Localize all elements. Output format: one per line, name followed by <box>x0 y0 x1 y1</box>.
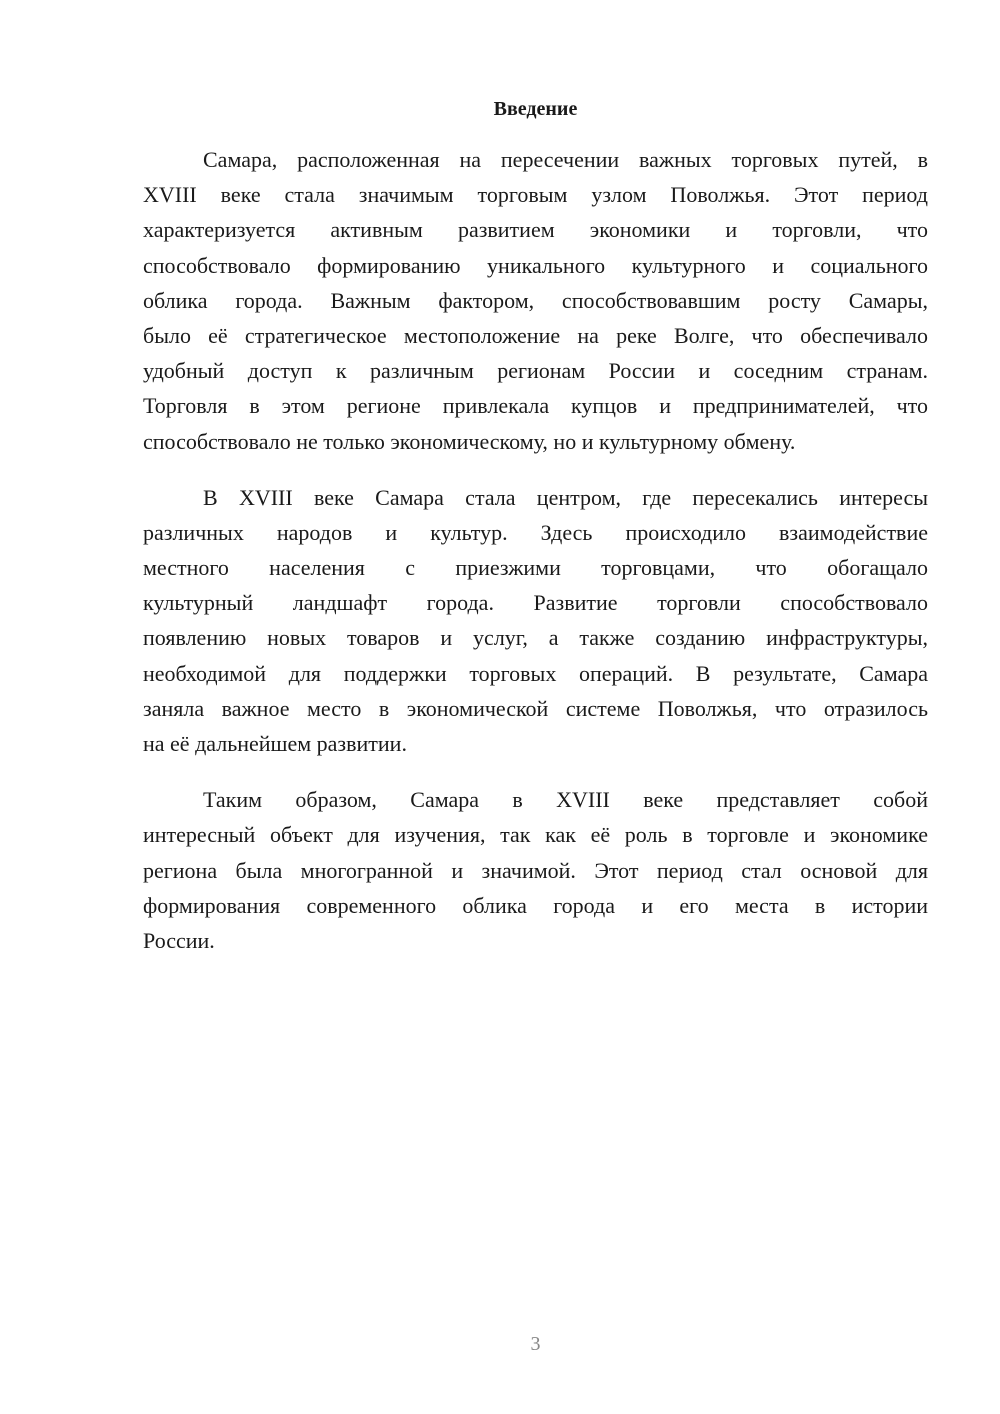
paragraph <box>143 142 928 459</box>
paragraph <box>143 480 928 762</box>
text-line: России. <box>143 927 215 953</box>
text-line: интересный объект для изучения, так как её роль в торговле и экономике <box>143 822 928 848</box>
paragraph <box>143 782 928 958</box>
text-line: Торговля в этом регионе привлекала купцов и предпринимателей, что <box>143 393 928 419</box>
text-line: Таким образом, Самара в XVIII веке представляет собой <box>203 787 928 813</box>
text-line: характеризуется активным развитием экономики и торговли, что <box>143 217 928 243</box>
body-text <box>143 142 928 958</box>
text-line: на её дальнейшем развитии. <box>143 731 407 756</box>
text-line: удобный доступ к различным регионам России и соседним странам. <box>143 358 928 384</box>
document-page <box>143 92 928 979</box>
text-line: В XVIII веке Самара стала центром, где пересекались интересы <box>203 484 928 510</box>
text-line: XVIII веке стала значимым торговым узлом Поволжья. Этот период <box>143 182 928 208</box>
text-line: региона была многогранной и значимой. Этот период стал основой для <box>143 857 928 883</box>
text-line: необходимой для поддержки торговых операций. В результате, Самара <box>143 660 928 686</box>
text-line: появлению новых товаров и услуг, а также созданию инфраструктуры, <box>143 625 928 651</box>
text-line: различных народов и культур. Здесь происходило взаимодействие <box>143 519 928 545</box>
text-line: облика города. Важным фактором, способствовавшим росту Самары, <box>143 287 928 313</box>
text-line: было её стратегическое местоположение на реке Волге, что обеспечивало <box>143 322 928 348</box>
text-line: способствовало формированию уникального культурного и социального <box>143 252 928 278</box>
page-number: 3 <box>530 1333 541 1355</box>
text-line: формирования современного облика города и его места в истории <box>143 892 928 918</box>
text-line: заняла важное место в экономической системе Поволжья, что отразилось <box>143 695 928 721</box>
text-line: культурный ландшафт города. Развитие торговли способствовало <box>143 590 928 616</box>
text-line: способствовало не только экономическому, но и культурному обмену. <box>143 428 796 454</box>
text-line: Самара, расположенная на пересечении важных торговых путей, в <box>203 147 928 172</box>
section-title: Введение <box>493 98 578 120</box>
text-line: местного населения с приезжими торговцами, что обогащало <box>143 555 928 581</box>
